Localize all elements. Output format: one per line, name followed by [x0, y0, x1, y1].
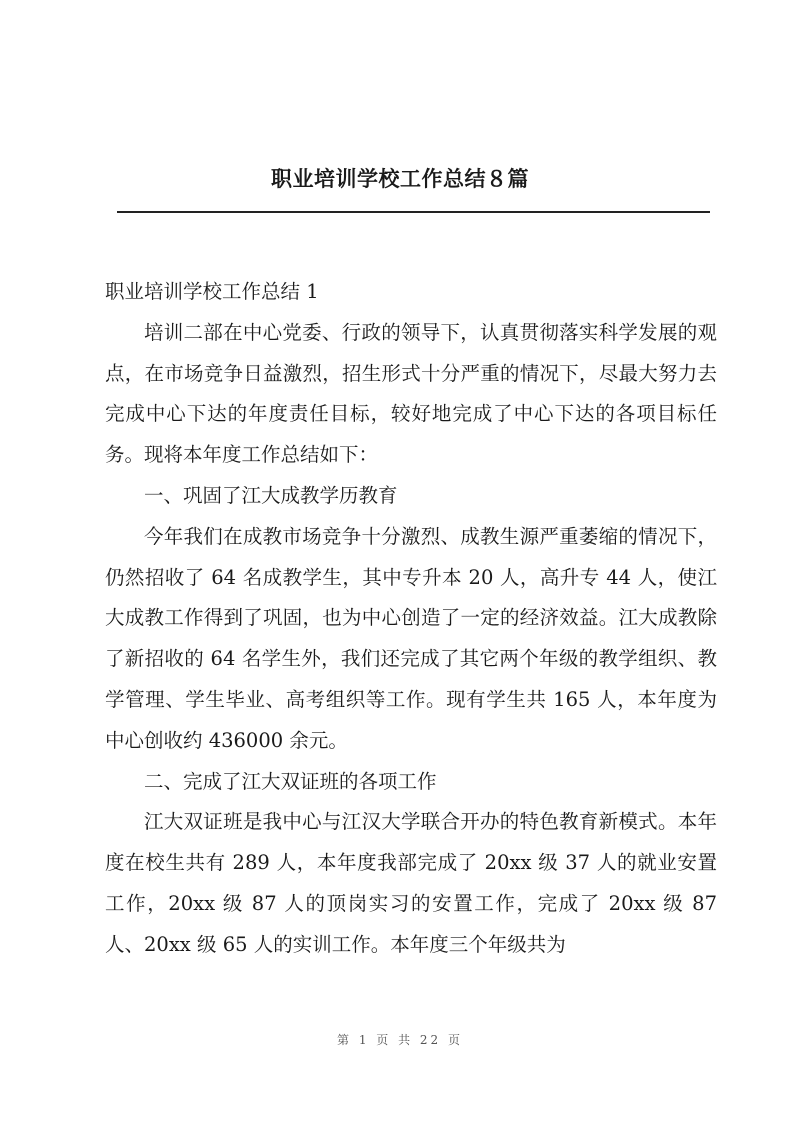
title-underline — [117, 211, 710, 213]
section-heading: 二、完成了江大双证班的各项工作 — [144, 769, 437, 793]
page-title: 职业培训学校工作总结８篇 — [271, 166, 529, 191]
body-paragraph: 培训二部在中心党委、行政的领导下，认真贯彻落实科学发展的观点，在市场竞争日益激烈，招生形式十分严重的情况下，尽最大努力去完成中心下达的年度责任目标，较好地完成了中心下达的各项目标任务。现将本年度工作总结如下： — [105, 320, 717, 467]
page-number-footer: 第 1 页 共 22 页 — [337, 1033, 463, 1047]
section-heading: 一、巩固了江大成教学历教育 — [144, 483, 398, 507]
body-paragraph: 江大双证班是我中心与江汉大学联合开办的特色教育新模式。本年度在校生共有 289 人，本年度我部完成了 20xx 级 37 人的就业安置工作，20xx 级 87 人的顶岗实习的安置工作，完成了 20xx 级 87 人、20xx 级 65 人的实训工作。本年度三个年级共为 — [105, 810, 717, 956]
document-subheading: 职业培训学校工作总结 1 — [105, 280, 319, 303]
body-paragraph: 今年我们在成教市场竞争十分激烈、成教生源严重萎缩的情况下，仍然招收了 64 名成教学生，其中专升本 20 人，高升专 44 人，使江大成教工作得到了巩固，也为中心创造了一定的经济效益。江大成教除了新招收的 64 名学生外，我们还完成了其它两个年级的教学组织、教学管理、学生毕业、高考组织等工作。现有学生共 165 人，本年度为中心创收约 436000 余元。 — [105, 524, 717, 752]
document-body — [105, 272, 717, 966]
